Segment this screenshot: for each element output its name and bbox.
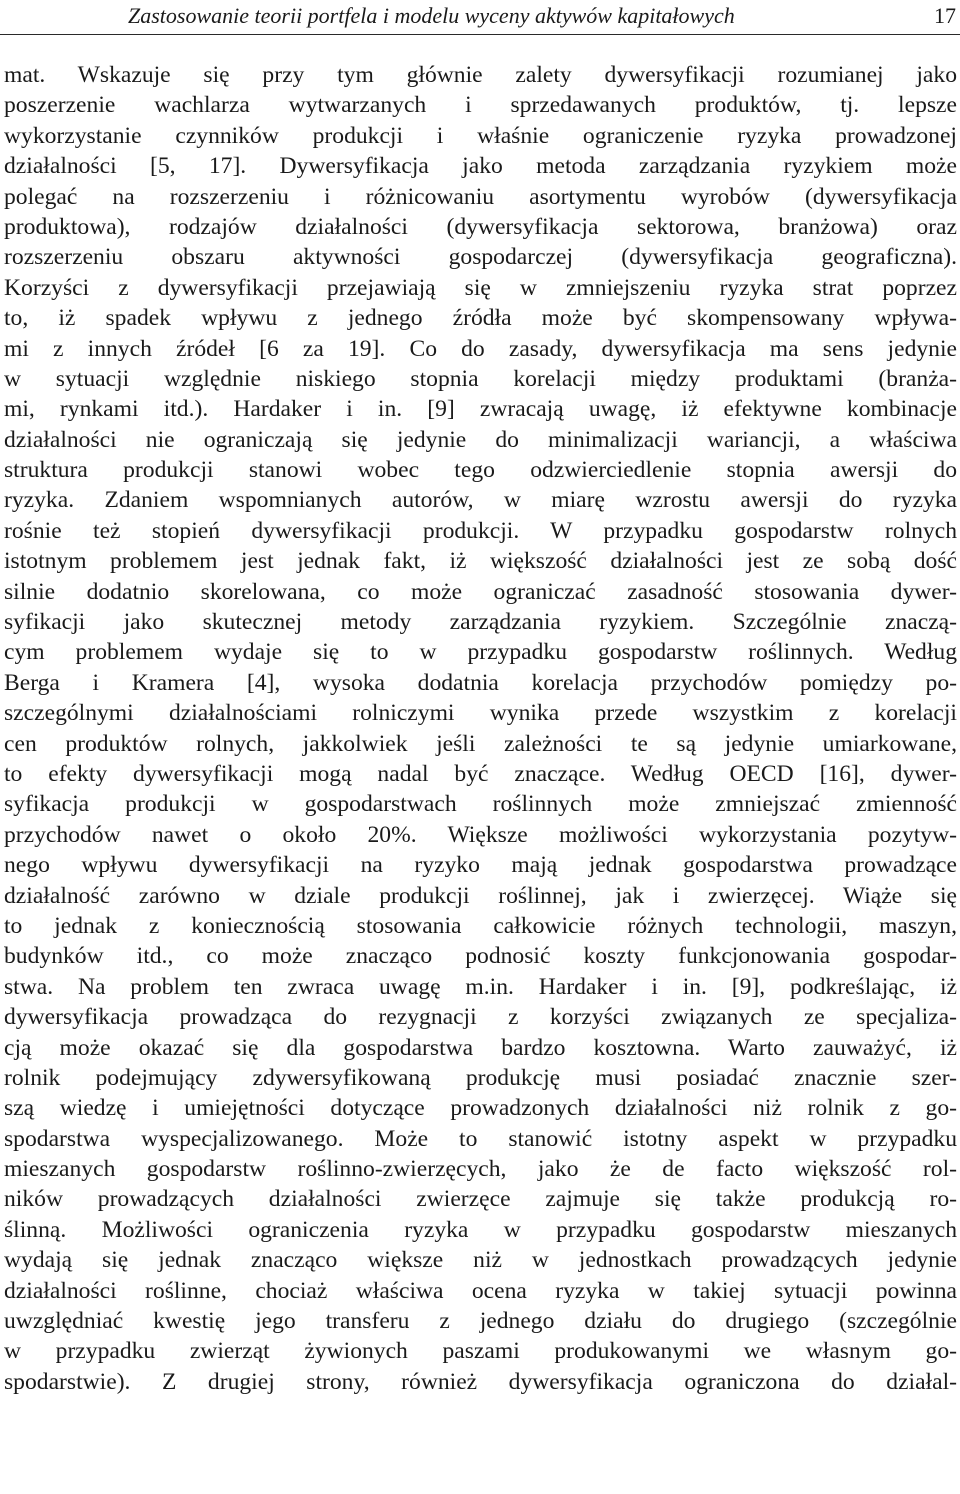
- page-header: [0, 0, 960, 35]
- text-line: wydają się jednak znacząco większe niż w jednostkach prowadzących jedynie: [4, 1247, 957, 1274]
- text-line: cją może okazać się dla gospodarstwa bardzo kosztowna. Warto zauważyć, iż: [4, 1034, 957, 1061]
- text-line: to, iż spadek wpływu z jednego źródła może być skompensowany wpływa-: [4, 305, 957, 332]
- text-line: w przypadku zwierząt żywionych paszami produkowanymi we własnym go-: [4, 1338, 957, 1365]
- page-number: 17: [934, 3, 956, 28]
- text-line: przychodów nawet o około 20%. Większe możliwości wykorzystania pozytyw-: [4, 821, 957, 848]
- text-line: syfikacja produkcji w gospodarstwach roślinnych może zmniejszać zmienność: [4, 791, 957, 818]
- text-line: mieszanych gospodarstw roślinno-zwierzęcych, jako że de facto większość rol-: [4, 1156, 957, 1183]
- text-line: ników prowadzących działalności zwierzęce zajmuje się także produkcją ro-: [4, 1186, 957, 1213]
- text-line: działalności [5, 17]. Dywersyfikacja jako metoda zarządzania ryzykiem może: [4, 153, 957, 180]
- text-line: budynków itd., co może znacząco podnosić koszty funkcjonowania gospodar-: [4, 943, 957, 970]
- text-line: polegać na rozszerzeniu i różnicowaniu asortymentu wyrobów (dywersyfikacja: [4, 183, 957, 210]
- text-line: działalności roślinne, chociaż właściwa ocena ryzyka w takiej sytuacji powinna: [4, 1277, 957, 1304]
- text-line: wykorzystanie czynników produkcji i właśnie ograniczenie ryzyka prowadzonej: [4, 122, 957, 149]
- text-line: rozszerzeniu obszaru aktywności gospodarczej (dywersyfikacja geograficzna).: [4, 244, 957, 271]
- text-line: Berga i Kramera [4], wysoka dodatnia korelacja przychodów pomiędzy po-: [4, 669, 957, 696]
- text-line: mi, rynkami itd.). Hardaker i in. [9] zwracają uwagę, iż efektywne kombinacje: [4, 396, 957, 423]
- text-line: spodarstwa wyspecjalizowanego. Może to stanowić istotny aspekt w przypadku: [4, 1125, 957, 1152]
- text-line: Korzyści z dywersyfikacji przejawiają się w zmniejszeniu ryzyka strat poprzez: [4, 274, 957, 301]
- text-line: rolnik podejmujący zdywersyfikowaną produkcję musi posiadać znacznie szer-: [4, 1064, 957, 1091]
- text-line: w sytuacji względnie niskiego stopnia korelacji między produktami (branża-: [4, 365, 957, 392]
- text-line: nego wpływu dywersyfikacji na ryzyko mają jednak gospodarstwa prowadzące: [4, 852, 957, 879]
- body-paragraph: [4, 60, 957, 1397]
- text-line: produktowa), rodzajów działalności (dywersyfikacja sektorowa, branżowa) oraz: [4, 213, 957, 240]
- text-line: stwa. Na problem ten zwraca uwagę m.in. Hardaker i in. [9], podkreślając, iż: [4, 973, 957, 1000]
- text-line: poszerzenie wachlarza wytwarzanych i sprzedawanych produktów, tj. lepsze: [4, 92, 957, 119]
- text-line: cym problemem wydaje się to w przypadku gospodarstw roślinnych. Według: [4, 639, 957, 666]
- text-line: silnie dodatnio skorelowana, co może ograniczać zasadność stosowania dywer-: [4, 578, 957, 605]
- text-line: to efekty dywersyfikacji mogą nadal być znaczące. Według OECD [16], dywer-: [4, 760, 957, 787]
- text-line: szczególnymi działalnościami rolniczymi wynika przede wszystkim z korelacji: [4, 700, 957, 727]
- text-line: mi z innych źródeł [6 za 19]. Co do zasady, dywersyfikacja ma sens jedynie: [4, 335, 957, 362]
- text-line: syfikacji jako skutecznej metody zarządzania ryzykiem. Szczególnie znaczą-: [4, 609, 957, 636]
- text-line: działalności nie ograniczają się jedynie do minimalizacji wariancji, a właściwa: [4, 426, 957, 453]
- text-line: struktura produkcji stanowi wobec tego odzwierciedlenie stopnia awersji do: [4, 457, 957, 484]
- text-line: to jednak z koniecznością stosowania całkowicie różnych technologii, maszyn,: [4, 912, 957, 939]
- text-line: uwzględniać kwestię jego transferu z jednego działu do drugiego (szczególnie: [4, 1308, 957, 1335]
- text-line: rośnie też stopień dywersyfikacji produkcji. W przypadku gospodarstw rolnych: [4, 517, 957, 544]
- running-title: Zastosowanie teorii portfela i modelu wyceny aktywów kapitałowych: [128, 3, 735, 28]
- text-line: mat. Wskazuje się przy tym głównie zalety dywersyfikacji rozumianej jako: [4, 62, 957, 88]
- text-line: istotnym problemem jest jednak fakt, iż większość działalności jest ze sobą dość: [4, 548, 957, 575]
- text-line: ryzyka. Zdaniem wspomnianych autorów, w miarę wzrostu awersji do ryzyka: [4, 487, 957, 514]
- text-line: cen produktów rolnych, jakkolwiek jeśli zależności te są jedynie umiarkowane,: [4, 730, 957, 757]
- text-line: dywersyfikacja prowadząca do rezygnacji z korzyści związanych ze specjaliza-: [4, 1004, 957, 1031]
- text-line: szą wiedzę i umiejętności dotyczące prowadzonych działalności niż rolnik z go-: [4, 1095, 957, 1122]
- text-line: działalność zarówno w dziale produkcji roślinnej, jak i zwierzęcej. Wiąże się: [4, 882, 957, 909]
- text-line: ślinną. Możliwości ograniczenia ryzyka w przypadku gospodarstw mieszanych: [4, 1216, 957, 1243]
- text-line: spodarstwie). Z drugiej strony, również dywersyfikacja ograniczona do działal-: [4, 1368, 957, 1395]
